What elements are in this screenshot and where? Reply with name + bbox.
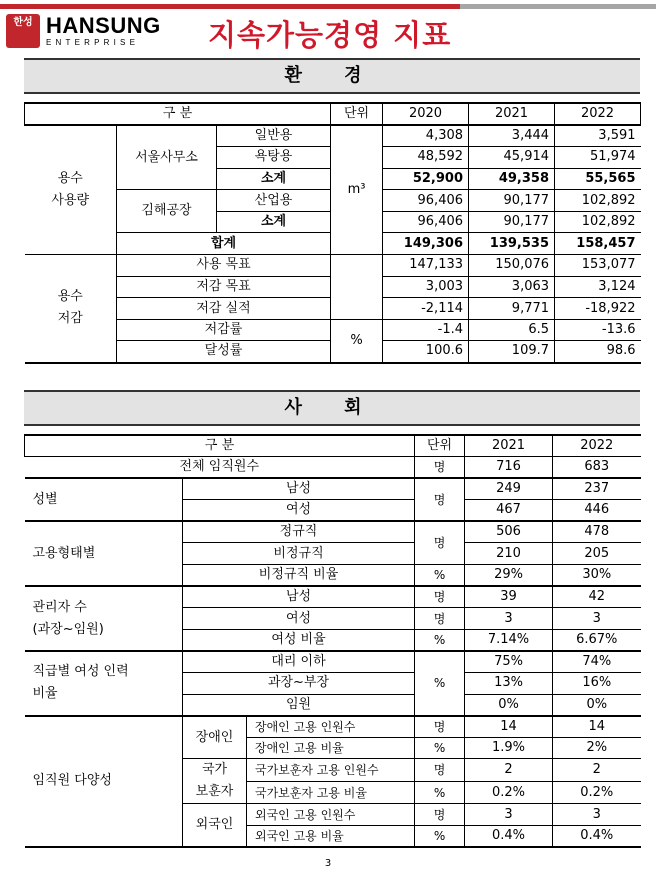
cell-value: 210 [465, 543, 553, 565]
cell-value: 102,892 [555, 190, 641, 212]
environment-header-row [25, 103, 641, 125]
cell-value: 0% [553, 694, 641, 716]
managers-label [25, 586, 183, 651]
cell-value: 2% [553, 737, 641, 759]
veterans-label [183, 759, 247, 804]
unit: 명 [415, 586, 465, 608]
table-row [25, 478, 641, 500]
col-2021: 2021 [465, 435, 553, 457]
water-saving-label-line1: 용수 [57, 289, 83, 305]
logo-text: 한성 [13, 17, 33, 28]
cell-value: 716 [465, 457, 553, 479]
row-label: 저감 목표 [117, 276, 331, 298]
unit: 명 [415, 608, 465, 630]
cell-value: 3,591 [555, 125, 641, 147]
row-label: 일반용 [217, 125, 331, 147]
water-saving-label [25, 255, 117, 363]
cell-value: 96,406 [383, 211, 469, 233]
unit: 명 [415, 804, 465, 826]
cell-value: 29% [465, 565, 553, 587]
unit: 명 [415, 521, 465, 564]
social-section-heading: 사 회 [24, 390, 640, 426]
cell-value: -2,114 [383, 298, 469, 320]
cell-value: 6.5 [469, 319, 555, 341]
water-use-label [25, 125, 117, 255]
managers-label-line1: 관리자 수 [32, 599, 87, 615]
col-2020: 2020 [383, 103, 469, 125]
col-2022: 2022 [555, 103, 641, 125]
header-red-bar [0, 4, 460, 9]
seoul-office-label: 서울사무소 [117, 125, 217, 190]
table-row [25, 125, 641, 147]
table-row [25, 651, 641, 673]
unit: 명 [415, 759, 465, 782]
cell-value: 75% [465, 651, 553, 673]
cell-value: 3 [465, 804, 553, 826]
managers-label-line2: (과장~임원) [32, 621, 104, 637]
row-label: 여성 [183, 500, 415, 522]
cell-value: 446 [553, 500, 641, 522]
total-employees-label: 전체 임직원수 [25, 457, 415, 479]
cell-value: 147,133 [383, 255, 469, 277]
cell-value: 237 [553, 478, 641, 500]
table-row [25, 586, 641, 608]
cell-value: 98.6 [555, 341, 641, 363]
row-label: 달성률 [117, 341, 331, 363]
header-gray-bar [460, 4, 656, 9]
cell-value: 4,308 [383, 125, 469, 147]
social-table [24, 434, 641, 848]
row-label: 외국인 고용 비율 [247, 826, 415, 848]
unit: % [415, 826, 465, 848]
row-label: 저감 실적 [117, 298, 331, 320]
environment-section-heading: 환 경 [24, 58, 640, 94]
cell-value: 153,077 [555, 255, 641, 277]
unit: % [415, 781, 465, 804]
col-unit: 단위 [415, 435, 465, 457]
row-label: 정규직 [183, 521, 415, 543]
cell-value: 9,771 [469, 298, 555, 320]
row-label: 대리 이하 [183, 651, 415, 673]
cell-value: 6.67% [553, 629, 641, 651]
cell-value: 3 [465, 608, 553, 630]
row-label: 소계 [217, 211, 331, 233]
row-label: 과장~부장 [183, 673, 415, 695]
row-label: 소계 [217, 168, 331, 190]
cell-value: -18,922 [555, 298, 641, 320]
row-label: 저감률 [117, 319, 331, 341]
cell-value: 16% [553, 673, 641, 695]
cell-value: 51,974 [555, 147, 641, 169]
row-label: 국가보훈자 고용 인원수 [247, 759, 415, 782]
row-label: 장애인 고용 비율 [247, 737, 415, 759]
cell-value: 3 [553, 804, 641, 826]
row-label: 장애인 고용 인원수 [247, 716, 415, 738]
col-2022: 2022 [553, 435, 641, 457]
col-category: 구 분 [25, 103, 331, 125]
cell-value: 478 [553, 521, 641, 543]
col-unit: 단위 [331, 103, 383, 125]
row-label: 욕탕용 [217, 147, 331, 169]
cell-value: -13.6 [555, 319, 641, 341]
diversity-label: 임직원 다양성 [25, 716, 183, 847]
cell-value: 3,003 [383, 276, 469, 298]
row-label: 임원 [183, 694, 415, 716]
female-by-rank-label-line2: 비율 [32, 686, 58, 702]
gender-label: 성별 [25, 478, 183, 521]
water-unit: m³ [331, 125, 383, 255]
percent-unit: % [331, 319, 383, 362]
brand-subtitle: ENTERPRISE [46, 38, 140, 47]
cell-value: 14 [553, 716, 641, 738]
cell-value: 3,444 [469, 125, 555, 147]
cell-value: 249 [465, 478, 553, 500]
empty-unit [331, 255, 383, 320]
female-by-rank-label [25, 651, 183, 716]
cell-value: 149,306 [383, 233, 469, 255]
cell-value: -1.4 [383, 319, 469, 341]
table-row [25, 716, 641, 738]
row-label: 사용 목표 [117, 255, 331, 277]
unit: 명 [415, 478, 465, 521]
cell-value: 467 [465, 500, 553, 522]
row-label: 여성 [183, 608, 415, 630]
social-header-row [25, 435, 641, 457]
cell-value: 13% [465, 673, 553, 695]
total-label: 합계 [117, 233, 331, 255]
col-category: 구 분 [25, 435, 415, 457]
cell-value: 2 [465, 759, 553, 782]
female-by-rank-label-line1: 직급별 여성 인력 [32, 664, 129, 680]
cell-value: 150,076 [469, 255, 555, 277]
cell-value: 158,457 [555, 233, 641, 255]
row-label: 비정규직 비율 [183, 565, 415, 587]
cell-value: 14 [465, 716, 553, 738]
unit: 명 [415, 457, 465, 479]
cell-value: 96,406 [383, 190, 469, 212]
table-row [25, 319, 641, 341]
cell-value: 205 [553, 543, 641, 565]
table-row [25, 521, 641, 543]
environment-table [24, 102, 641, 364]
unit: % [415, 565, 465, 587]
cell-value: 39 [465, 586, 553, 608]
row-label: 비정규직 [183, 543, 415, 565]
cell-value: 0.4% [465, 826, 553, 848]
foreigners-label: 외국인 [183, 804, 247, 847]
cell-value: 42 [553, 586, 641, 608]
table-row [25, 457, 641, 479]
cell-value: 683 [553, 457, 641, 479]
cell-value: 3,063 [469, 276, 555, 298]
row-label: 국가보훈자 고용 비율 [247, 781, 415, 804]
row-label: 남성 [183, 478, 415, 500]
unit: % [415, 737, 465, 759]
cell-value: 7.14% [465, 629, 553, 651]
cell-value: 90,177 [469, 190, 555, 212]
cell-value: 55,565 [555, 168, 641, 190]
row-label: 외국인 고용 인원수 [247, 804, 415, 826]
cell-value: 1.9% [465, 737, 553, 759]
veterans-label-line1: 국가 [201, 762, 228, 778]
cell-value: 74% [553, 651, 641, 673]
brand-name: HANSUNG [46, 13, 161, 38]
row-label: 남성 [183, 586, 415, 608]
cell-value: 0.4% [553, 826, 641, 848]
cell-value: 90,177 [469, 211, 555, 233]
cell-value: 30% [553, 565, 641, 587]
unit: % [415, 629, 465, 651]
water-saving-label-line2: 저감 [57, 311, 83, 327]
page-number: 3 [324, 858, 332, 869]
employment-type-label: 고용형태별 [25, 521, 183, 586]
cell-value: 109.7 [469, 341, 555, 363]
water-use-label-line1: 용수 [57, 171, 83, 187]
row-label: 여성 비율 [183, 629, 415, 651]
company-logo [6, 14, 40, 48]
cell-value: 3,124 [555, 276, 641, 298]
table-row [25, 255, 641, 277]
cell-value: 45,914 [469, 147, 555, 169]
cell-value: 49,358 [469, 168, 555, 190]
cell-value: 102,892 [555, 211, 641, 233]
cell-value: 0.2% [465, 781, 553, 804]
veterans-label-line2: 보훈자 [195, 784, 234, 800]
cell-value: 0.2% [553, 781, 641, 804]
cell-value: 0% [465, 694, 553, 716]
cell-value: 52,900 [383, 168, 469, 190]
cell-value: 2 [553, 759, 641, 782]
col-2021: 2021 [469, 103, 555, 125]
row-label: 산업용 [217, 190, 331, 212]
gimhae-factory-label: 김해공장 [117, 190, 217, 233]
unit: % [415, 651, 465, 716]
page-title: 지속가능경영 지표 [208, 18, 452, 52]
unit: 명 [415, 716, 465, 738]
cell-value: 139,535 [469, 233, 555, 255]
cell-value: 3 [553, 608, 641, 630]
cell-value: 100.6 [383, 341, 469, 363]
cell-value: 506 [465, 521, 553, 543]
disabled-label: 장애인 [183, 716, 247, 759]
brand [46, 15, 161, 48]
cell-value: 48,592 [383, 147, 469, 169]
water-use-label-line2: 사용량 [51, 193, 90, 209]
